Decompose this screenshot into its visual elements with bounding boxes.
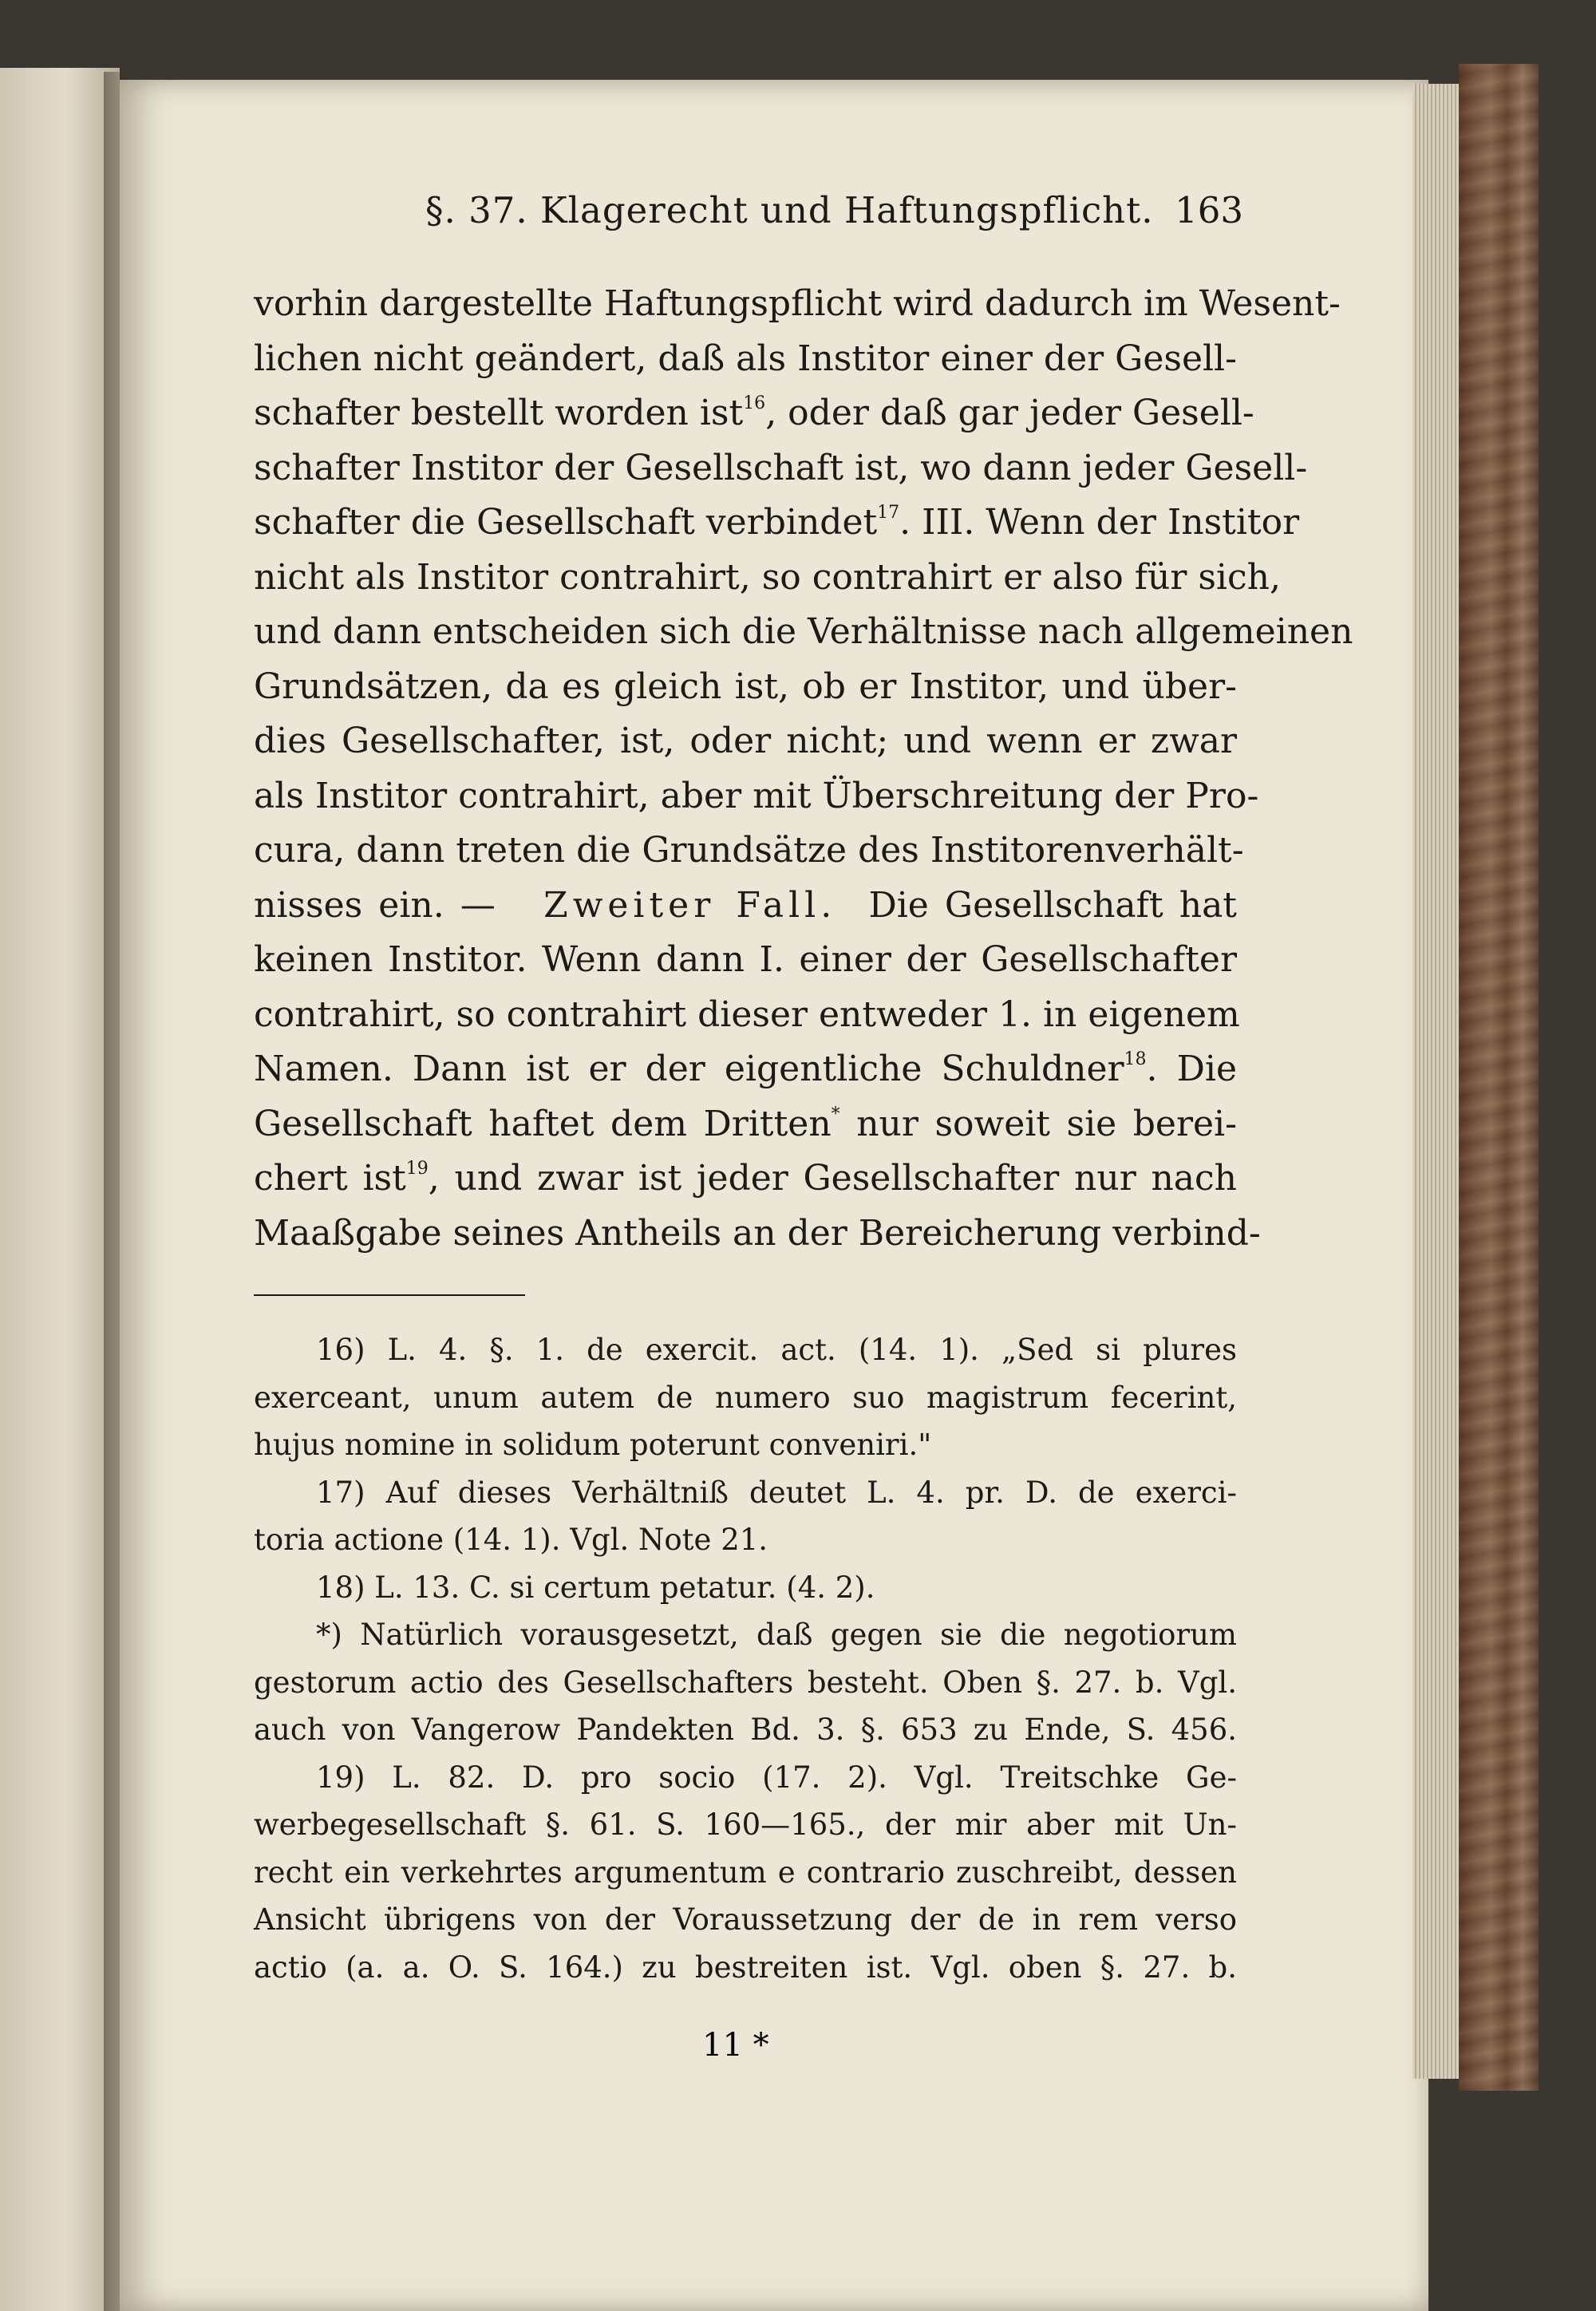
marbled-binding — [1459, 64, 1539, 2091]
text-line: cura, dann treten die Grundsätze des Institorenverhält- — [254, 830, 1244, 871]
text-line: nicht als Institor contrahirt, so contrahirt er also für sich, — [254, 556, 1281, 598]
text-line: contrahirt, so contrahirt dieser entweder 1. in eigenem — [254, 994, 1240, 1035]
footnote-line: auch von Vangerow Pandekten Bd. 3. §. 653 zu Ende, S. 456. — [254, 1713, 1237, 1747]
text-line — [254, 1042, 1237, 1097]
text-line: Grundsätzen, da es gleich ist, ob er Institor, und über- — [254, 666, 1237, 707]
page-content — [254, 172, 1353, 1991]
facing-page-edge — [0, 68, 120, 2311]
footnote-ref-16: 16 — [743, 393, 766, 413]
text-segment: Die Gesellschaft hat — [868, 884, 1237, 926]
footnote-line: toria actione (14. 1). Vgl. Note 21. — [254, 1523, 768, 1557]
text-segment: . — [899, 502, 911, 543]
text-segment: Gesellschaft haftet dem Dritten — [254, 1103, 832, 1144]
footnote-line: exerceant, unum autem de numero suo magistrum fecerint, — [254, 1380, 1237, 1415]
main-text — [254, 277, 1353, 1261]
footnote-ref-18: 18 — [1124, 1049, 1147, 1069]
text-line — [254, 1097, 1237, 1152]
text-line — [254, 879, 1237, 934]
text-segment: Die — [1176, 1049, 1237, 1089]
footnote-line: gestorum actio des Gesellschafters besteht. Oben §. 27. b. Vgl. — [254, 1665, 1237, 1700]
text-line: und dann entscheiden sich die Verhältnisse nach allgemeinen — [254, 611, 1353, 652]
footnote-line: hujus nomine in solidum poterunt conveniri." — [254, 1428, 932, 1462]
footnote-ref-asterisk: * — [831, 1104, 840, 1124]
text-line — [254, 386, 1254, 441]
footnote-rule — [254, 1294, 525, 1296]
footnote-line: 16) L. 4. §. 1. de exercit. act. (14. 1). „Sed si plures — [316, 1333, 1237, 1367]
running-head — [254, 172, 1243, 243]
text-segment: , und zwar ist jeder Gesellschafter nur nach — [428, 1158, 1237, 1199]
footnote-line: actio (a. a. O. S. 164.) zu bestreiten ist. Vgl. oben §. 27. b. — [254, 1950, 1237, 1985]
text-segment: nisses ein. — — [254, 884, 496, 926]
section-heading-inline: Zweiter Fall. — [543, 884, 837, 926]
text-segment: . — [1146, 1049, 1158, 1089]
running-head-title: §. 37. Klagerecht und Haftungspflicht. — [425, 189, 1154, 231]
footnote-line: Ansicht übrigens von der Voraussetzung der de in rem verso — [254, 1902, 1237, 1937]
footnotes — [254, 1326, 1237, 1991]
text-line: vorhin dargestellte Haftungspflicht wird dadurch im Wesent- — [254, 283, 1341, 324]
text-line: als Institor contrahirt, aber mit Überschreitung der Pro- — [254, 775, 1259, 816]
text-line — [254, 496, 1300, 551]
text-line: lichen nicht geändert, daß als Institor einer der Gesell- — [254, 338, 1237, 379]
text-line — [254, 1152, 1237, 1207]
page-block-edges — [1412, 84, 1460, 2079]
text-line: Maaßgabe seines Antheils an der Bereicherung verbind- — [254, 1212, 1261, 1254]
text-segment: schafter die Gesellschaft verbindet — [254, 502, 878, 543]
text-segment: nur soweit sie berei- — [856, 1103, 1237, 1144]
page-number: 163 — [1175, 189, 1243, 231]
text-line: schafter Institor der Gesellschaft ist, wo dann jeder Gesell- — [254, 447, 1308, 488]
text-segment: , oder daß gar jeder Gesell- — [765, 393, 1254, 433]
text-segment: III. Wenn der Institor — [922, 502, 1300, 543]
footnote-line: werbegesellschaft §. 61. S. 160—165., der mir aber mit Un- — [254, 1807, 1237, 1842]
footnote-line: *) Natürlich vorausgesetzt, daß gegen sie die negotiorum — [316, 1618, 1237, 1652]
text-segment: Namen. Dann ist er der eigentliche Schuldner — [254, 1049, 1124, 1089]
text-segment: chert ist — [254, 1158, 406, 1199]
text-segment: schafter bestellt worden ist — [254, 393, 744, 433]
text-line: dies Gesellschafter, ist, oder nicht; und wenn er zwar — [254, 721, 1237, 761]
footnote-line: recht ein verkehrtes argumentum e contrario zuschreibt, dessen — [254, 1855, 1237, 1890]
signature-mark: 11 * — [702, 2027, 769, 2064]
footnote-line: 18) L. 13. C. si certum petatur. (4. 2). — [316, 1570, 875, 1605]
footnote-ref-17: 17 — [877, 503, 900, 523]
footnote-line: 17) Auf dieses Verhältniß deutet L. 4. pr. D. de exerci- — [316, 1475, 1237, 1510]
footnote-ref-19: 19 — [405, 1159, 429, 1179]
text-line: keinen Institor. Wenn dann I. einer der Gesellschafter — [254, 939, 1237, 980]
footnote-line: 19) L. 82. D. pro socio (17. 2). Vgl. Treitschke Ge- — [316, 1760, 1237, 1795]
